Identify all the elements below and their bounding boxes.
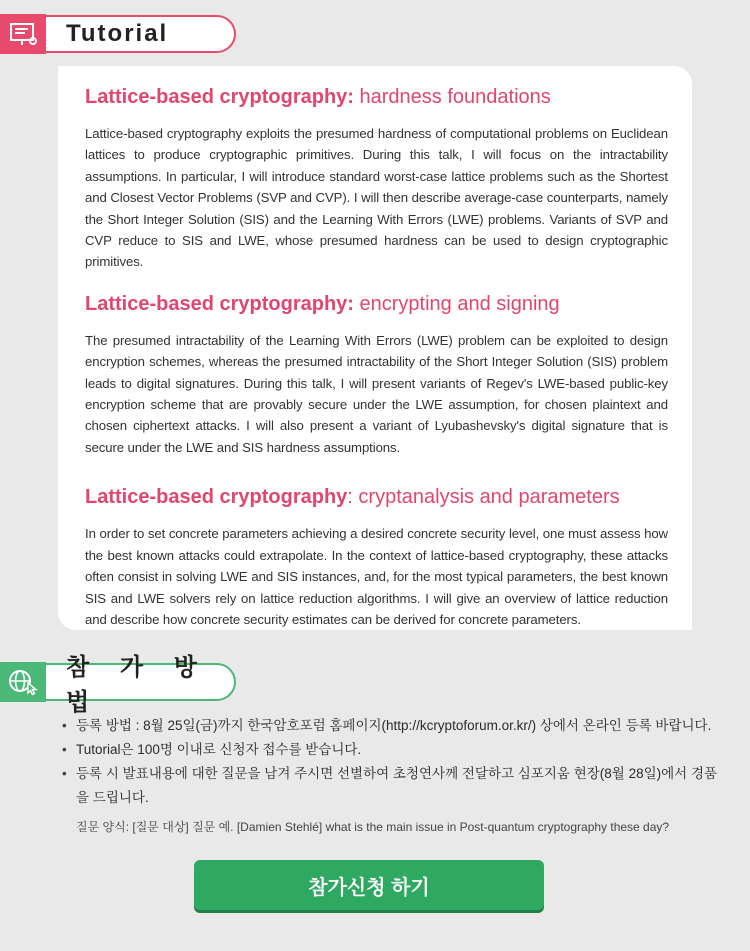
list-item: • Tutorial은 100명 이내로 신청자 접수를 받습니다.	[62, 738, 722, 762]
register-button[interactable]: 참가신청 하기	[194, 860, 544, 910]
globe-click-icon	[0, 662, 46, 702]
section-body: Lattice-based cryptography exploits the presumed hardness of computational problems on Euclidean lattices to produce cryptographic primitives. During this talk, I will focus on the intractability assumptions. In particular, I will introduce standard worst-case lattice problems such as the Shortest and Closest Vector Problems (SVP and CVP). I will then describe average-case counterparts, namely the Short Integer Solution (SIS) and the Learning With Errors (LWE) problems. Variants of SVP and CVP reduce to SIS and LWE, whose presumed hardness can be used to design cryptographic primitives.	[85, 126, 668, 270]
presentation-board-icon	[0, 14, 46, 54]
section-body: The presumed intractability of the Learning With Errors (LWE) problem can be exploited to design encryption schemes, whereas the presumed intractability of the Short Integer Solution (SIS) problem leads to digital signatures. During this talk, I will present variants of Regev's LWE-based public-key encryption scheme that are provably secure under the LWE assumption, for chosen plaintext and chosen ciphertext attacks. I will also present a variant of Lyubashevsky's digital signature that is secure under the LWE and SIS hardness assumptions.	[85, 332, 668, 455]
section-title: Lattice-based cryptography: hardness foundations	[85, 86, 551, 108]
participation-section-header	[0, 654, 236, 716]
section-title: Lattice-based cryptography: encrypting and signing	[85, 292, 560, 315]
section-cryptanalysis	[85, 486, 668, 630]
section-title: Lattice-based cryptography: cryptanalysis and parameters	[85, 486, 620, 509]
section-body: In order to set concrete parameters achieving a desired concrete security level, one must assess how the best known attacks could extrapolate. In the context of lattice-based cryptography, these attacks often consist in solving LWE and SIS instances, and, for the most typical parameters, the best known SIS and LWE solvers rely on lattice reduction algorithms. I will give an overview of lattice reduction and describe how concrete security estimates can be derived for concrete parameters.	[85, 526, 668, 627]
section-hardness	[85, 86, 668, 273]
participation-list	[62, 714, 722, 810]
tutorial-card	[58, 66, 692, 630]
participation-title: 참 가 방 법	[46, 663, 236, 701]
list-item: • 등록 방법 : 8월 25일(금)까지 한국암호포럼 홈페이지(http://kcryptoforum.or.kr/) 상에서 온라인 등록 바랍니다.	[62, 714, 722, 738]
question-format-note: 질문 양식: [질문 대상] 질문 예. [Damien Stehlé] what is the main issue in Post-quantum cryptography these day?	[76, 820, 670, 834]
tutorial-title: Tutorial	[46, 15, 236, 53]
tutorial-section-header	[0, 14, 236, 54]
list-item: • 등록 시 발표내용에 대한 질문을 남겨 주시면 선별하여 초청연사께 전달하고 심포지움 현장(8월 28일)에서 경품을 드립니다.	[62, 762, 722, 810]
section-encrypting	[85, 293, 668, 458]
